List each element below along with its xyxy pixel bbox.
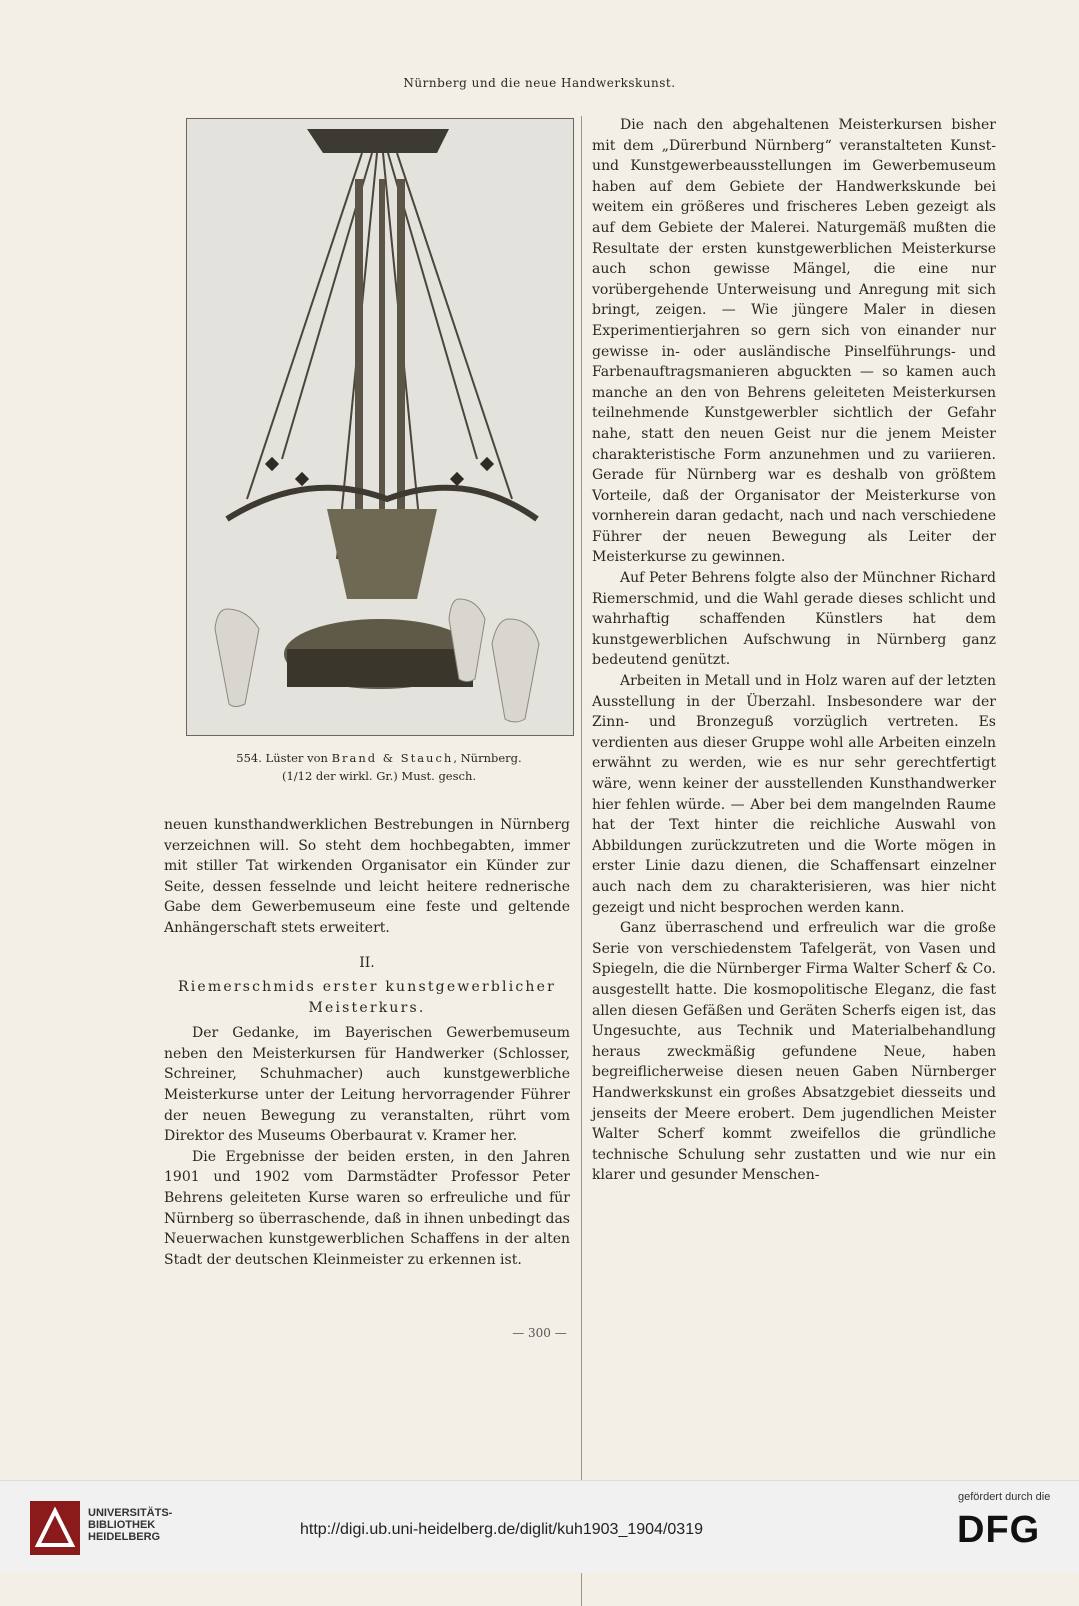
right-column bbox=[592, 115, 996, 1186]
chandelier-photo bbox=[186, 118, 574, 736]
figure-caption bbox=[186, 749, 572, 785]
section-title-line-1: Riemerschmids erster kunstgewerblicher bbox=[177, 979, 557, 996]
right-paragraph-3: Arbeiten in Metall und in Holz waren auf der letzten Ausstellung in der Überzahl. Insbesondere war der Zinn- und Bronzeguß vorzüglich vertreten. Es verdienten aus dieser Gruppe wohl alle Arbeiten einzeln erwähnt zu werden, wie es nur sehr gerechtfertigt wäre, wenn keiner der ausstellenden Kunsthandwerker hier fehlen würde. — Aber bei dem mangelnden Raume hat der Text hinter die reichliche Auswahl von Abbildungen zurückzutreten und die Worte mögen in erster Linie dazu dienen, die Schaffensart einzelner auch nach dem zu charakterisieren, was hier nicht gezeigt und nicht besprochen werden kann. bbox=[592, 673, 996, 916]
page-number: — 300 — bbox=[512, 1326, 567, 1340]
funding-label: gefördert durch die bbox=[958, 1491, 1051, 1503]
section-number: II. bbox=[359, 954, 375, 971]
left-column bbox=[164, 815, 570, 1270]
right-paragraph-1: Die nach den abgehaltenen Meisterkursen bisher mit dem „Dürerbund Nürnberg“ veranstalteten Kunst- und Kunstgewerbeausstellungen im Gewerbemuseum haben auf dem Gebiete der Handwerkskunde bei weitem ein größeres und frischeres Leben gezeigt als auf dem Gebiete der Malerei. Naturgemäß mußten die Resultate der ersten kunstgewerblichen Meisterkurse auch schon gewisse Mängel, die eine nur vorübergehende Unterweisung und Anregung mit sich bringt, zeigen. — Wie jüngere Maler in diesen Experimentierjahren so gern sich von einander nur gewisse in- oder ausländische Pinselführungs- und Farbenauftragsmanieren abguckten — so kamen auch manche an den von Behrens geleiteten Meisterkursen teilnehmende Kunstgewerbler sichtlich der Gefahr nahe, statt den neuen Geist nur die jenem Meister charakteristische Form anzunehmen und zu variieren. Gerade für Nürnberg war es deshalb von größtem Vorteile, daß der Organisator der Meisterkurse von vornherein daran gedacht, nach und nach verschiedene Führer der neuen Bewegung als Leiter der Meisterkurse zu gewinnen. bbox=[592, 117, 996, 566]
right-paragraph-2: Auf Peter Behrens folgte also der Münchner Richard Riemerschmid, und die Wahl gerade dieses schlicht und wahrhaftig schaffenden Künstlers hat dem kunstgewerblichen Aufschwung in Nürnberg ganz bedeutend genützt. bbox=[592, 570, 996, 669]
library-name bbox=[88, 1507, 172, 1543]
library-seal-icon bbox=[30, 1501, 80, 1555]
permalink-link[interactable]: http://digi.ub.uni-heidelberg.de/diglit/kuh1903_1904/0319 bbox=[300, 1521, 703, 1538]
left-paragraph-3: Die Ergebnisse der beiden ersten, in den Jahren 1901 und 1902 vom Darmstädter Professor Peter Behrens geleiteten Kurse waren so erfreuliche und für Nürnberg so überraschende, daß in ihnen unbedingt das Neuerwachen kunstgewerblichen Schaffens in der alten Stadt der deutschen Kleinmeister zu erkennen ist. bbox=[164, 1148, 570, 1268]
left-paragraph-2: Der Gedanke, im Bayerischen Gewerbemuseum neben den Meisterkursen für Handwerker (Schlosser, Schreiner, Schuhmacher) auch kunstgewerbliche Meisterkurse unter der Leitung hervorragender Führer der neuen Bewegung zu veranstalten, rührt vom Direktor des Museums Oberbaurat v. Kramer her. bbox=[164, 1025, 570, 1145]
caption-prefix: 554. Lüster von bbox=[236, 751, 328, 765]
caption-place: , Nürnberg. bbox=[453, 751, 522, 765]
section-title-line-2: Meisterkurs. bbox=[308, 1000, 426, 1017]
digitization-footer bbox=[0, 1480, 1079, 1573]
chandelier-illustration bbox=[187, 119, 573, 735]
right-paragraph-4: Ganz überraschend und erfreulich war die große Serie von verschiedenstem Tafelgerät, von Vasen und Spiegeln, die die Nürnberger Firma Walter Scherf & Co. ausgestellt hatte. Die kosmopolitische Eleganz, die fast allen diesen Gefäßen und Geräten Scherfs eigen ist, das Ungesuchte, aus Technik und Materialbehandlung heraus zweckmäßig gefundene Neue, haben begreiflicherweise diesen neuen Gaben Nürnberger Handwerkskunst ein großes Absatzgebiet diesseits und jenseits der Meere erobert. Dem jugendlichen Meister Walter Scherf kommt zweifellos die gründliche technische Schulung sehr zustatten und wie nur ein klarer und gesunder Menschen- bbox=[592, 920, 996, 1184]
dfg-logo: DFG bbox=[957, 1509, 1041, 1551]
caption-scale: (1/12 der wirkl. Gr.) Must. gesch. bbox=[281, 769, 477, 783]
library-line-1: UNIVERSITÄTS- bbox=[88, 1507, 173, 1519]
library-line-3: HEIDELBERG bbox=[88, 1531, 161, 1543]
column-divider bbox=[581, 116, 582, 1606]
left-paragraph-1: neuen kunsthandwerklichen Bestrebungen in Nürnberg verzeichnen will. So steht dem hochbegabten, immer mit stiller Tat wirkenden Organisator ein Künder zur Seite, dessen fesselnde und leicht heitere rednerische Gabe dem Gewerbemuseum eine feste und geltende Anhängerschaft stets erweitert. bbox=[164, 817, 570, 936]
caption-maker: Brand & Stauch bbox=[331, 751, 454, 765]
running-header: Nürnberg und die neue Handwerkskunst. bbox=[403, 76, 676, 90]
library-line-2: BIBLIOTHEK bbox=[88, 1519, 156, 1531]
section-title bbox=[164, 977, 570, 1019]
